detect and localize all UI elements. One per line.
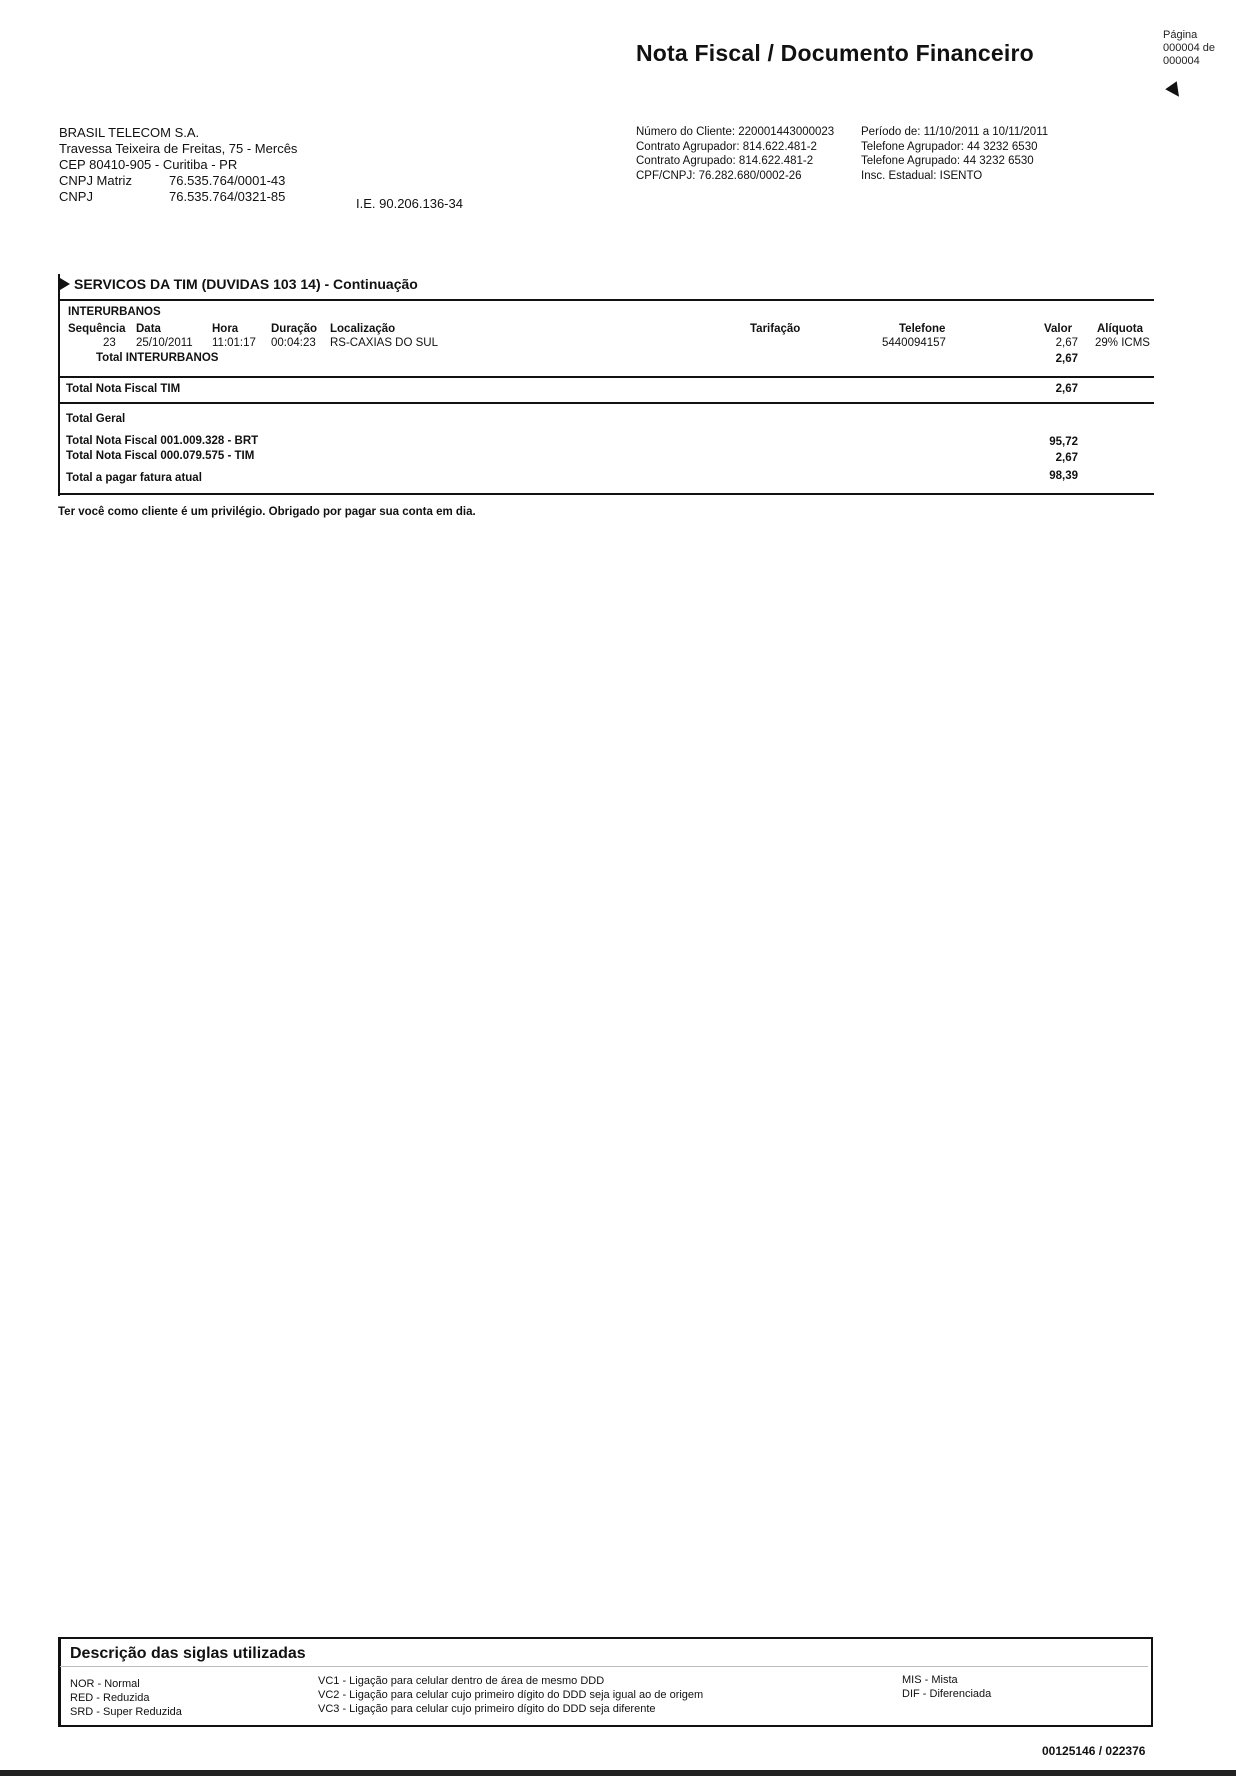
page-label: Página	[1163, 29, 1198, 41]
page-current: 000004 de	[1163, 42, 1215, 54]
company-cnpj-matriz-row	[59, 173, 297, 189]
col-valor: Valor	[1044, 323, 1073, 335]
cnpj-value: 76.535.764/0321-85	[169, 189, 286, 204]
col-sequencia: Sequência	[68, 323, 126, 335]
row-hora: 11:01:17	[212, 337, 256, 349]
rule-after-total-nf	[58, 402, 1154, 404]
state-registration: Insc. Estadual: ISENTO	[861, 169, 983, 182]
total-pagar-label: Total a pagar fatura atual	[66, 472, 202, 484]
row-valor: 2,67	[1055, 337, 1078, 349]
total-nf-tim-value: 2,67	[1055, 383, 1078, 395]
section-left-bar	[58, 274, 60, 496]
cnpj-label: CNPJ	[59, 189, 93, 204]
client-info-left	[636, 125, 834, 183]
legend-col-1	[70, 1677, 182, 1719]
company-cnpj-row	[59, 189, 297, 205]
legend-col-2	[318, 1674, 703, 1716]
legend-item: NOR - Normal	[70, 1678, 140, 1690]
client-info-right	[861, 125, 1048, 183]
section-title	[60, 276, 418, 292]
cnpj-matriz-value: 76.535.764/0001-43	[169, 173, 286, 188]
total-nf-brt-value: 95,72	[1049, 436, 1078, 448]
total-nf-tim-label: Total Nota Fiscal TIM	[66, 383, 181, 395]
col-hora: Hora	[212, 323, 239, 335]
play-arrow-icon	[60, 278, 70, 290]
company-ie: I.E. 90.206.136-34	[356, 196, 463, 211]
row-sequencia: 23	[103, 337, 116, 349]
row-aliquota: 29% ICMS	[1095, 337, 1150, 349]
legend-item: SRD - Super Reduzida	[70, 1706, 182, 1718]
billing-period: Período de: 11/10/2011 a 10/11/2011	[861, 126, 1049, 138]
legend-title: Descrição das siglas utilizadas	[70, 1645, 306, 1662]
company-address: Travessa Teixeira de Freitas, 75 - Mercês	[59, 141, 298, 156]
row-localizacao: RS-CAXIAS DO SUL	[330, 337, 438, 349]
phone-agrupado: Telefone Agrupado: 44 3232 6530	[861, 155, 1034, 167]
legend-item: VC3 - Ligação para celular cujo primeiro dígito do DDD seja diferente	[318, 1703, 656, 1715]
total-group-label: Total INTERURBANOS	[96, 352, 219, 364]
contract-agrupado: Contrato Agrupado: 814.622.481-2	[636, 155, 814, 167]
corner-arrow-icon	[1165, 81, 1184, 100]
col-telefone: Telefone	[899, 323, 946, 335]
rule-before-total-nf	[58, 376, 1154, 378]
page-indicator	[1163, 29, 1215, 68]
row-data: 25/10/2011	[136, 337, 193, 349]
cnpj-matriz-label: CNPJ Matriz	[59, 173, 132, 188]
client-number: Número do Cliente: 220001443000023	[636, 126, 835, 138]
row-duracao: 00:04:23	[271, 337, 316, 349]
totals-bottom-rule	[58, 493, 1154, 495]
legend-item: MIS - Mista	[902, 1674, 958, 1686]
legend-item: RED - Reduzida	[70, 1692, 150, 1704]
row-telefone: 5440094157	[882, 337, 946, 349]
company-cep: CEP 80410-905 - Curitiba - PR	[59, 157, 238, 172]
section-top-rule	[58, 299, 1154, 301]
phone-agrupador: Telefone Agrupador: 44 3232 6530	[861, 140, 1038, 153]
footer-document-number: 00125146 / 022376	[1042, 1744, 1146, 1758]
company-info	[59, 125, 297, 205]
document-title: Nota Fiscal / Documento Financeiro	[636, 40, 1034, 66]
total-geral-heading: Total Geral	[66, 413, 126, 425]
col-data: Data	[136, 323, 161, 335]
col-duracao: Duração	[271, 323, 318, 335]
legend-item: VC2 - Ligação para celular cujo primeiro dígito do DDD seja igual ao de origem	[318, 1689, 704, 1701]
legend-item: DIF - Diferenciada	[902, 1688, 992, 1700]
thanks-message: Ter você como cliente é um privilégio. Obrigado por pagar sua conta em dia.	[58, 506, 476, 518]
col-tarifacao: Tarifação	[750, 323, 801, 335]
contract-agrupador: Contrato Agrupador: 814.622.481-2	[636, 140, 817, 153]
col-localizacao: Localização	[330, 323, 396, 335]
total-group-value: 2,67	[1055, 353, 1078, 365]
group-label: INTERURBANOS	[68, 306, 161, 318]
page-total: 000004	[1163, 55, 1200, 67]
total-nf-tim2-value: 2,67	[1055, 452, 1078, 464]
legend-item: VC1 - Ligação para celular dentro de área de mesmo DDD	[318, 1675, 605, 1687]
section-title-text: SERVICOS DA TIM (DUVIDAS 103 14) - Continuação	[74, 276, 418, 292]
scan-edge	[0, 1770, 1236, 1776]
legend-col-3	[902, 1673, 991, 1701]
total-nf-brt-label: Total Nota Fiscal 001.009.328 - BRT	[66, 435, 259, 447]
company-name: BRASIL TELECOM S.A.	[59, 125, 200, 140]
client-cpf-cnpj: CPF/CNPJ: 76.282.680/0002-26	[636, 169, 802, 182]
legend-divider	[60, 1666, 1148, 1667]
col-aliquota: Alíquota	[1097, 323, 1143, 335]
total-nf-tim2-label: Total Nota Fiscal 000.079.575 - TIM	[66, 450, 255, 462]
total-pagar-value: 98,39	[1049, 470, 1078, 482]
